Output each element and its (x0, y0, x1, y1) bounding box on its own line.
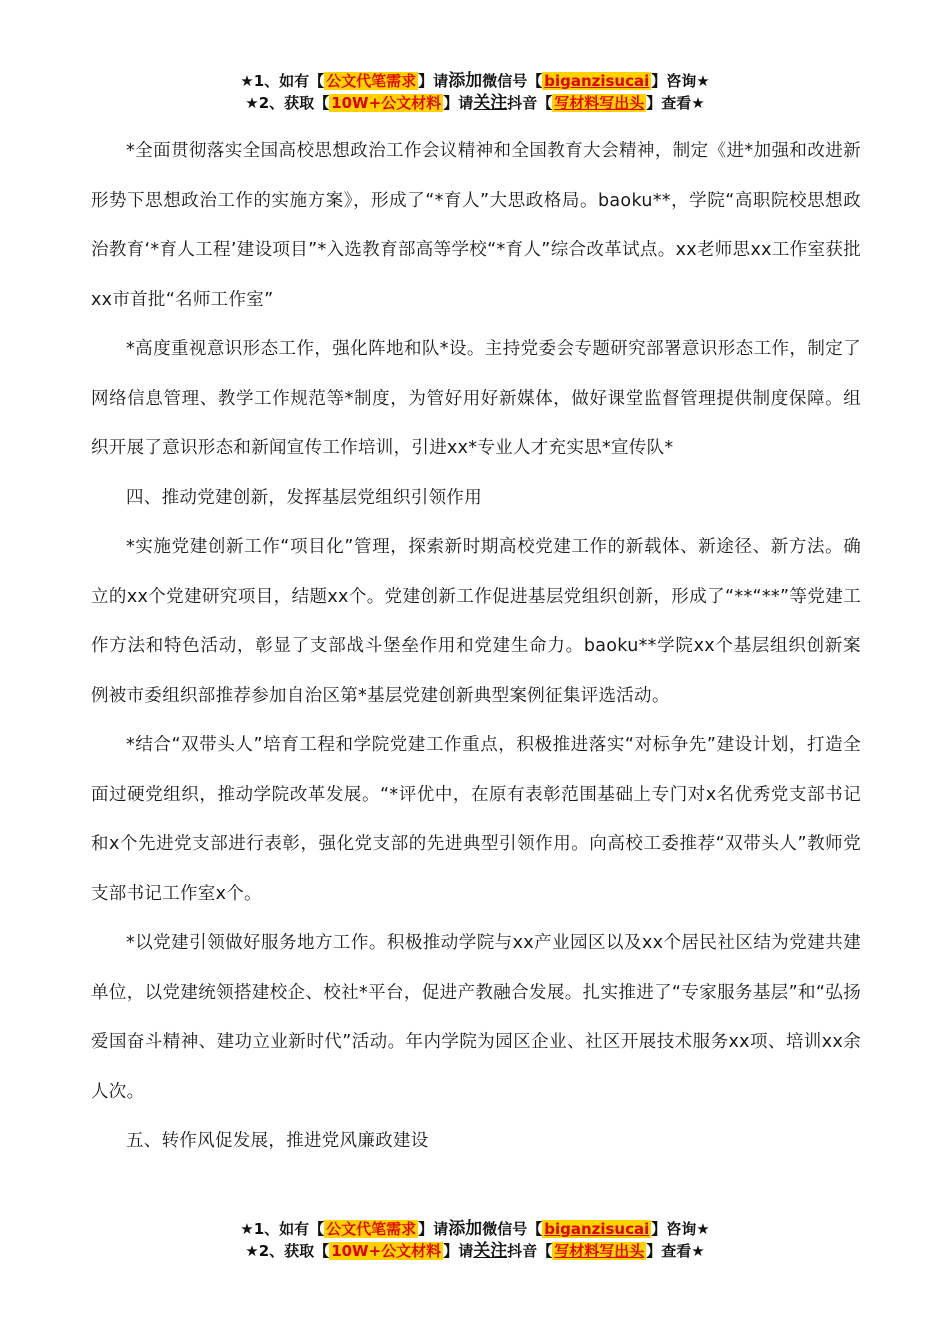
banner-text: 】请 (418, 72, 449, 90)
paragraph-dual-leader: *结合“双带头人”培育工程和学院党建工作重点，积极推进落实“对标争先”建设计划，打造全面过硬党组织，推动学院改革发展。“*评优中，在原有表彰范围基础上专门对x名优秀党支部书记和x个先进党支部进行表彰，强化党支部的先进典型引领作用。向高校工委推荐“双带头人”教师党支部书记工作室x个。 (91, 735, 861, 904)
highlight-service: 公文代笔需求 (326, 1220, 417, 1238)
banner-text: 微信号【 (482, 1220, 543, 1238)
banner-text: 微信号【 (482, 72, 543, 90)
section-heading-5: 五、转作风促发展，推进党风廉政建设 (126, 1131, 429, 1151)
banner-text: 】查看★ (646, 1242, 705, 1260)
document-body (91, 127, 861, 1167)
banner-line-2 (0, 92, 950, 114)
banner-emphasis: 添加 (448, 71, 483, 91)
banner-text: 】咨询★ (651, 1220, 710, 1238)
wechat-id-link[interactable]: biganzisucai (544, 72, 650, 90)
banner-text: 】请 (418, 1220, 449, 1238)
highlight-materials: 10W+公文材料 (331, 1242, 442, 1260)
header-ad-banner (0, 70, 950, 114)
banner-text: 】请 (443, 94, 474, 112)
banner-text: 】请 (443, 1242, 474, 1260)
section-heading-4: 四、推动党建创新，发挥基层党组织引领作用 (126, 487, 482, 508)
banner-line-2 (0, 1240, 950, 1262)
banner-text: 】咨询★ (651, 72, 710, 90)
banner-line-1 (0, 1218, 950, 1240)
banner-text: ★2、获取【 (245, 1242, 330, 1260)
banner-text: 】查看★ (646, 94, 705, 112)
footer-ad-banner (0, 1218, 950, 1262)
paragraph-ideology-front: *高度重视意识形态工作，强化阵地和队*设。主持党委会专题研究部署意识形态工作，制定了网络信息管理、教学工作规范等*制度，为管好用好新媒体，做好课堂监督管理提供制度保障。组织开展了意识形态和新闻宣传工作培训，引进xx*专业人才充实思*宣传队* (91, 339, 861, 458)
banner-text: ★2、获取【 (245, 94, 330, 112)
highlight-service: 公文代笔需求 (326, 72, 417, 90)
douyin-account-link[interactable]: 写材料写出头 (554, 94, 645, 112)
paragraph-local-service: *以党建引领做好服务地方工作。积极推动学院与xx产业园区以及xx个居民社区结为党建共建单位，以党建统领搭建校企、校社*平台，促进产教融合发展。扎实推进了“专家服务基层”和“弘扬爱国奋斗精神、建功立业新时代”活动。年内学院为园区企业、社区开展技术服务xx项、培训xx余人次。 (91, 933, 861, 1102)
paragraph-ideological-work: *全面贯彻落实全国高校思想政治工作会议精神和全国教育大会精神，制定《进*加强和改进新形势下思想政治工作的实施方案》，形成了“*育人”大思政格局。baoku**，学院“高职院校思想政治教育‘*育人工程’建设项目”*入选教育部高等学校“*育人”综合改革试点。xx老师思xx工作室获批xx市首批“名师工作室” (91, 141, 861, 310)
wechat-id-link[interactable]: biganzisucai (544, 1220, 650, 1238)
douyin-account-link[interactable]: 写材料写出头 (554, 1242, 645, 1260)
banner-line-1 (0, 70, 950, 92)
banner-text: ★1、如有【 (240, 1220, 325, 1238)
banner-emphasis: 关注 (473, 93, 508, 113)
banner-text: 抖音【 (507, 94, 553, 112)
highlight-materials: 10W+公文材料 (331, 94, 442, 112)
banner-emphasis: 添加 (448, 1219, 483, 1239)
banner-emphasis: 关注 (473, 1241, 508, 1261)
banner-text: ★1、如有【 (240, 72, 325, 90)
banner-text: 抖音【 (507, 1242, 553, 1260)
paragraph-party-innovation: *实施党建创新工作“项目化”管理，探索新时期高校党建工作的新载体、新途径、新方法。确立的xx个党建研究项目，结题xx个。党建创新工作促进基层党组织创新，形成了“**“**”等党建工作方法和特色活动，彰显了支部战斗堡垒作用和党建生命力。baoku**学院xx个基层组织创新案例被市委组织部推荐参加自治区第*基层党建创新典型案例征集评选活动。 (91, 537, 861, 706)
